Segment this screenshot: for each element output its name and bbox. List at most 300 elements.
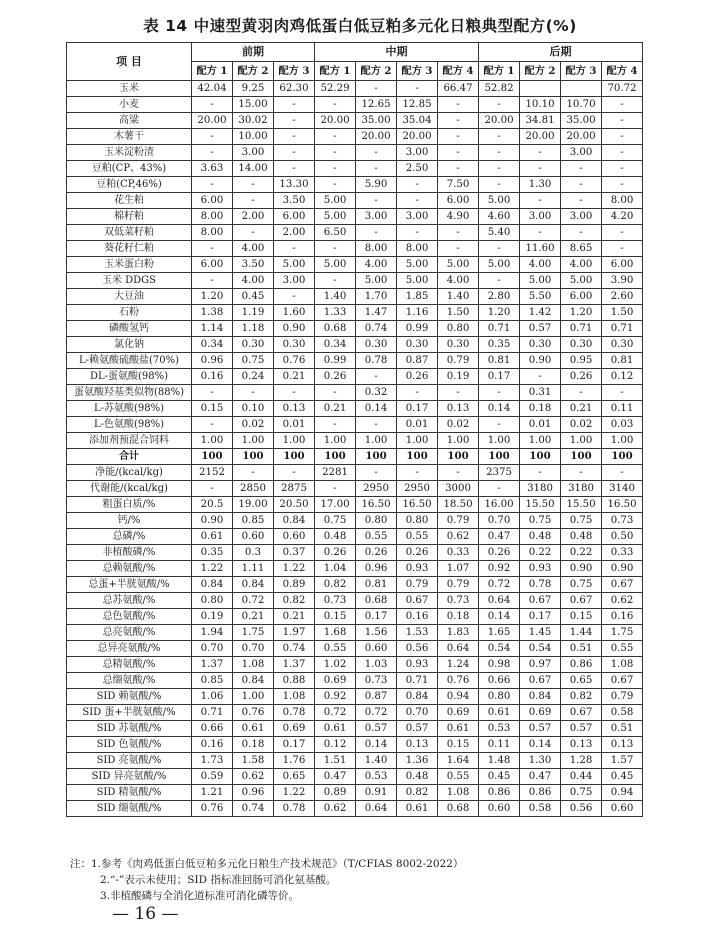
table-cell: - [315,129,356,145]
table-row [67,337,643,353]
table-row [67,705,643,721]
table-cell: 0.60 [233,529,274,545]
table-body [67,81,643,817]
table-cell: 1.04 [315,561,356,577]
table-cell: 0.50 [602,529,643,545]
table-row [67,321,643,337]
table-cell: 1.24 [438,657,479,673]
table-cell: 0.90 [192,513,233,529]
table-cell: 0.98 [479,657,520,673]
table-cell: 1.85 [397,289,438,305]
table-cell: 0.18 [520,401,561,417]
table-cell: 0.84 [233,673,274,689]
table-cell: 0.67 [520,593,561,609]
row-label: 玉米淀粉渣 [67,145,192,161]
table-cell: 0.69 [520,705,561,721]
table-cell: - [438,241,479,257]
table-cell: 0.3 [233,545,274,561]
table-cell: 0.73 [438,593,479,609]
row-label: DL-蛋氨酸(98%) [67,369,192,385]
table-cell: 5.00 [438,257,479,273]
row-label: 合计 [67,449,192,465]
table-cell: 0.74 [233,801,274,817]
row-label: 总蛋+半胱氨酸/% [67,577,192,593]
table-cell: 0.26 [315,369,356,385]
table-cell: 1.76 [274,753,315,769]
table-cell: 0.02 [561,417,602,433]
table-cell: - [356,465,397,481]
table-cell: 0.78 [356,353,397,369]
table-cell: - [233,193,274,209]
table-row [67,257,643,273]
table-cell: 0.16 [192,737,233,753]
table-cell: 0.01 [397,417,438,433]
table-cell: 0.65 [561,673,602,689]
table-cell: 0.35 [192,545,233,561]
header-formula: 配方 1 [192,62,233,81]
table-cell: 35.00 [561,113,602,129]
table-cell: 2875 [274,481,315,497]
table-cell: 30.02 [233,113,274,129]
table-cell: 0.12 [602,369,643,385]
table-cell: - [356,225,397,241]
table-cell: - [438,225,479,241]
table-cell: - [561,177,602,193]
table-cell: - [520,369,561,385]
table-cell: 16.00 [479,497,520,513]
row-label: 石粉 [67,305,192,321]
table-cell: 3.00 [397,145,438,161]
table-cell: 100 [602,449,643,465]
table-cell: 0.13 [438,401,479,417]
table-cell: 0.61 [397,801,438,817]
table-cell: 1.50 [602,305,643,321]
table-cell: - [479,129,520,145]
table-cell: 1.68 [315,625,356,641]
table-row [67,305,643,321]
table-cell: - [192,145,233,161]
table-cell: 0.72 [479,577,520,593]
table-cell: 0.47 [315,769,356,785]
table-cell: - [602,225,643,241]
row-label: 代谢能/(kcal/kg) [67,481,192,497]
table-cell: 1.37 [192,657,233,673]
table-cell: - [397,225,438,241]
table-cell: - [561,225,602,241]
table-cell: 0.81 [479,353,520,369]
table-cell: 0.26 [561,369,602,385]
table-cell: 0.55 [356,529,397,545]
table-cell: 0.55 [438,769,479,785]
table-cell: 0.82 [315,577,356,593]
table-cell: - [274,385,315,401]
table-cell: 52.82 [479,81,520,97]
table-cell: 0.30 [356,337,397,353]
table-cell: 1.75 [233,625,274,641]
table-cell: - [356,417,397,433]
table-cell: 0.86 [479,785,520,801]
table-cell: 0.90 [520,353,561,369]
table-cell: 0.78 [520,577,561,593]
table-notes [70,856,463,904]
table-cell: 14.00 [233,161,274,177]
table-cell: 20.00 [479,113,520,129]
table-cell: 0.14 [520,737,561,753]
row-label: SID 缬氨酸/% [67,801,192,817]
table-cell: 0.64 [438,641,479,657]
table-cell: 0.32 [356,385,397,401]
table-row [67,529,643,545]
table-cell: 3140 [602,481,643,497]
table-cell: 1.40 [356,753,397,769]
table-cell: 0.99 [315,353,356,369]
table-cell: 0.76 [233,705,274,721]
table-cell: 0.92 [315,689,356,705]
table-cell: 0.45 [479,769,520,785]
table-cell: 1.22 [192,561,233,577]
table-cell: 1.37 [274,657,315,673]
table-cell: 0.80 [438,321,479,337]
table-cell: 0.72 [233,593,274,609]
table-cell: - [274,241,315,257]
table-cell: 0.78 [274,801,315,817]
table-cell: 1.16 [397,305,438,321]
table-cell: 0.62 [602,593,643,609]
note-line: 3.非植酸磷与全消化道标准可消化磷等价。 [100,890,300,902]
table-row [67,609,643,625]
table-row [67,81,643,97]
table-cell: 0.84 [520,689,561,705]
table-cell: 8.00 [397,241,438,257]
table-cell: 0.16 [602,609,643,625]
table-cell: 0.17 [520,609,561,625]
table-cell: 0.69 [315,673,356,689]
table-cell: - [356,161,397,177]
table-cell: 0.18 [233,737,274,753]
table-cell: 0.58 [602,705,643,721]
table-cell: - [520,465,561,481]
table-cell: 0.54 [520,641,561,657]
table-cell: 1.08 [438,785,479,801]
table-cell: 0.53 [356,769,397,785]
table-cell: 0.71 [397,673,438,689]
table-cell: 5.90 [356,177,397,193]
table-cell: 0.10 [233,401,274,417]
table-cell: 5.00 [479,193,520,209]
row-label: 花生粕 [67,193,192,209]
table-cell: 0.45 [602,769,643,785]
table-cell: 1.83 [438,625,479,641]
table-cell: - [561,193,602,209]
row-label: 豆粕(CP、43%) [67,161,192,177]
table-cell: 0.62 [233,769,274,785]
table-cell: - [192,177,233,193]
table-cell: 0.16 [397,609,438,625]
table-cell: - [356,81,397,97]
table-cell: 0.73 [602,513,643,529]
table-cell: 1.48 [479,753,520,769]
table-row [67,369,643,385]
table-cell: 0.61 [479,705,520,721]
table-cell: 0.73 [356,673,397,689]
table-cell: 6.00 [192,193,233,209]
table-cell: 0.68 [356,593,397,609]
row-label: SID 蛋+半胱氨酸/% [67,705,192,721]
table-cell: 0.71 [602,321,643,337]
table-cell: 0.01 [520,417,561,433]
table-row [67,721,643,737]
table-cell: 1.44 [561,625,602,641]
row-label: SID 色氨酸/% [67,737,192,753]
table-cell: 0.84 [233,577,274,593]
table-cell: 1.00 [561,433,602,449]
table-cell: 18.50 [438,497,479,513]
table-cell: 0.55 [602,641,643,657]
header-formula: 配方 2 [520,62,561,81]
table-cell: 0.17 [274,737,315,753]
table-cell: 1.30 [520,753,561,769]
table-title: 表 14 中速型黄羽肉鸡低蛋白低豆粕多元化日粮典型配方(%) [143,17,577,35]
row-label: 总亮氨酸/% [67,625,192,641]
table-cell: 100 [233,449,274,465]
table-cell: 0.61 [233,721,274,737]
table-cell: 5.00 [274,257,315,273]
table-cell: 35.04 [397,113,438,129]
table-row [67,545,643,561]
table-cell: 0.68 [315,321,356,337]
formula-table [66,42,643,817]
header-formula: 配方 3 [397,62,438,81]
row-label: 葵花籽仁粕 [67,241,192,257]
row-label: 玉米 DDGS [67,273,192,289]
table-cell: 1.03 [356,657,397,673]
table-cell: 10.00 [233,129,274,145]
table-cell: 2.50 [397,161,438,177]
table-cell: 0.85 [233,513,274,529]
table-cell: 1.22 [274,561,315,577]
table-cell: 0.74 [274,641,315,657]
table-cell: 0.88 [274,673,315,689]
table-cell: 0.22 [561,545,602,561]
table-cell: 11.60 [520,241,561,257]
table-cell: 0.76 [438,673,479,689]
table-cell: 0.15 [561,609,602,625]
table-cell: 0.70 [479,513,520,529]
table-cell: 3.00 [356,209,397,225]
table-cell: 0.30 [438,337,479,353]
table-cell: 3.00 [520,209,561,225]
table-cell: 2375 [479,465,520,481]
table-cell: 0.92 [479,561,520,577]
row-label: 净能/(kcal/kg) [67,465,192,481]
table-cell: - [397,177,438,193]
table-cell [520,81,561,97]
table-cell: - [192,129,233,145]
table-cell: - [438,385,479,401]
table-cell: 0.56 [561,801,602,817]
table-cell: 13.30 [274,177,315,193]
table-cell: 15.00 [233,97,274,113]
table-cell: 0.62 [315,801,356,817]
table-cell: 20.00 [356,129,397,145]
table-cell: 4.60 [479,209,520,225]
table-row [67,561,643,577]
table-cell: 1.45 [520,625,561,641]
table-cell: 2850 [233,481,274,497]
table-cell: - [315,177,356,193]
table-cell: - [602,129,643,145]
table-cell: 0.80 [479,689,520,705]
table-cell: 0.71 [192,705,233,721]
row-label: 总苏氨酸/% [67,593,192,609]
row-label: 总异亮氨酸/% [67,641,192,657]
table-cell: - [315,481,356,497]
table-cell: 2152 [192,465,233,481]
table-row [67,737,643,753]
table-cell: 5.00 [315,209,356,225]
table-cell: 100 [479,449,520,465]
table-cell: 3180 [520,481,561,497]
table-cell: 4.00 [233,273,274,289]
table-cell: 0.13 [397,737,438,753]
table-cell: 0.80 [397,513,438,529]
table-cell: 0.86 [561,657,602,673]
table-cell: - [397,465,438,481]
table-cell: 1.14 [192,321,233,337]
table-cell: 52.29 [315,81,356,97]
table-cell: 0.22 [520,545,561,561]
table-cell: 0.60 [274,529,315,545]
table-row [67,289,643,305]
table-cell: 0.78 [274,705,315,721]
table-cell: 100 [561,449,602,465]
row-label: 粗蛋白质/% [67,497,192,513]
table-cell: 0.75 [561,513,602,529]
table-cell: - [561,161,602,177]
table-cell: 0.21 [274,369,315,385]
table-cell: 34.81 [520,113,561,129]
table-cell: 0.67 [602,673,643,689]
table-row [67,673,643,689]
header-formula: 配方 2 [233,62,274,81]
table-cell: 0.11 [602,401,643,417]
table-cell: 1.53 [397,625,438,641]
table-cell: 0.66 [479,673,520,689]
table-cell: 0.72 [356,705,397,721]
table-cell: 5.00 [397,273,438,289]
table-cell: 4.00 [233,241,274,257]
table-cell: 0.62 [438,529,479,545]
table-cell: 0.15 [438,737,479,753]
table-cell: 0.71 [479,321,520,337]
table-cell: 2.00 [274,225,315,241]
table-cell: 0.34 [315,337,356,353]
table-cell: 0.30 [561,337,602,353]
table-cell: - [397,81,438,97]
table-cell: 0.69 [274,721,315,737]
table-cell: 0.26 [356,545,397,561]
table-cell: 0.61 [438,721,479,737]
table-cell: - [315,417,356,433]
table-cell: 20.00 [192,113,233,129]
row-label: 玉米蛋白粉 [67,257,192,273]
table-cell: - [397,193,438,209]
table-cell: 0.79 [438,577,479,593]
table-cell: 1.07 [438,561,479,577]
table-cell: 0.90 [274,321,315,337]
row-label: L-赖氨酸硫酸盐(70%) [67,353,192,369]
table-cell: 0.80 [192,593,233,609]
table-cell: 0.75 [561,785,602,801]
table-cell: 0.70 [397,705,438,721]
table-cell: 1.00 [356,433,397,449]
header-formula: 配方 1 [479,62,520,81]
table-cell: 0.94 [602,785,643,801]
table-cell: 0.48 [315,529,356,545]
table-row [67,193,643,209]
row-label: 总缬氨酸/% [67,673,192,689]
table-cell: 1.06 [192,689,233,705]
note-line: 注：1.参考《肉鸡低蛋白低豆粕多元化日粮生产技术规范》（T/CFIAS 8002-2022） [70,858,464,870]
table-cell: 5.00 [479,257,520,273]
table-cell: 1.00 [438,433,479,449]
table-row [67,689,643,705]
table-cell: - [479,97,520,113]
table-cell: 0.17 [397,401,438,417]
table-cell: 0.87 [356,689,397,705]
table-cell: - [479,481,520,497]
table-cell: 1.08 [274,689,315,705]
table-cell: - [315,241,356,257]
table-cell: 1.00 [192,433,233,449]
table-row [67,225,643,241]
table-cell: - [274,161,315,177]
header-formula: 配方 2 [356,62,397,81]
table-cell: 0.26 [479,545,520,561]
table-cell: 0.95 [561,353,602,369]
table-cell: 0.93 [397,657,438,673]
table-cell: 1.00 [397,433,438,449]
table-cell: 1.57 [602,753,643,769]
table-cell: 0.64 [356,801,397,817]
table-cell: 1.40 [438,289,479,305]
table-row [67,385,643,401]
header-formula: 配方 4 [438,62,479,81]
header-phase-early: 前期 [192,43,315,62]
table-cell: 3.00 [561,145,602,161]
table-cell: 1.60 [274,305,315,321]
table-cell: - [520,161,561,177]
table-cell: 3.90 [602,273,643,289]
table-cell: - [192,385,233,401]
table-cell: 1.20 [479,305,520,321]
table-cell: 6.00 [438,193,479,209]
row-label: 小麦 [67,97,192,113]
table-cell: 0.84 [397,689,438,705]
table-cell: 0.34 [192,337,233,353]
table-cell: 0.82 [561,689,602,705]
table-cell: 0.48 [520,529,561,545]
table-cell: 3.00 [233,145,274,161]
table-cell: 0.80 [356,513,397,529]
table-cell: 0.91 [356,785,397,801]
table-cell: 20.00 [520,129,561,145]
table-cell: 0.67 [397,593,438,609]
table-cell: 0.60 [479,801,520,817]
table-cell: - [192,97,233,113]
table-row [67,97,643,113]
table-cell: 10.70 [561,97,602,113]
